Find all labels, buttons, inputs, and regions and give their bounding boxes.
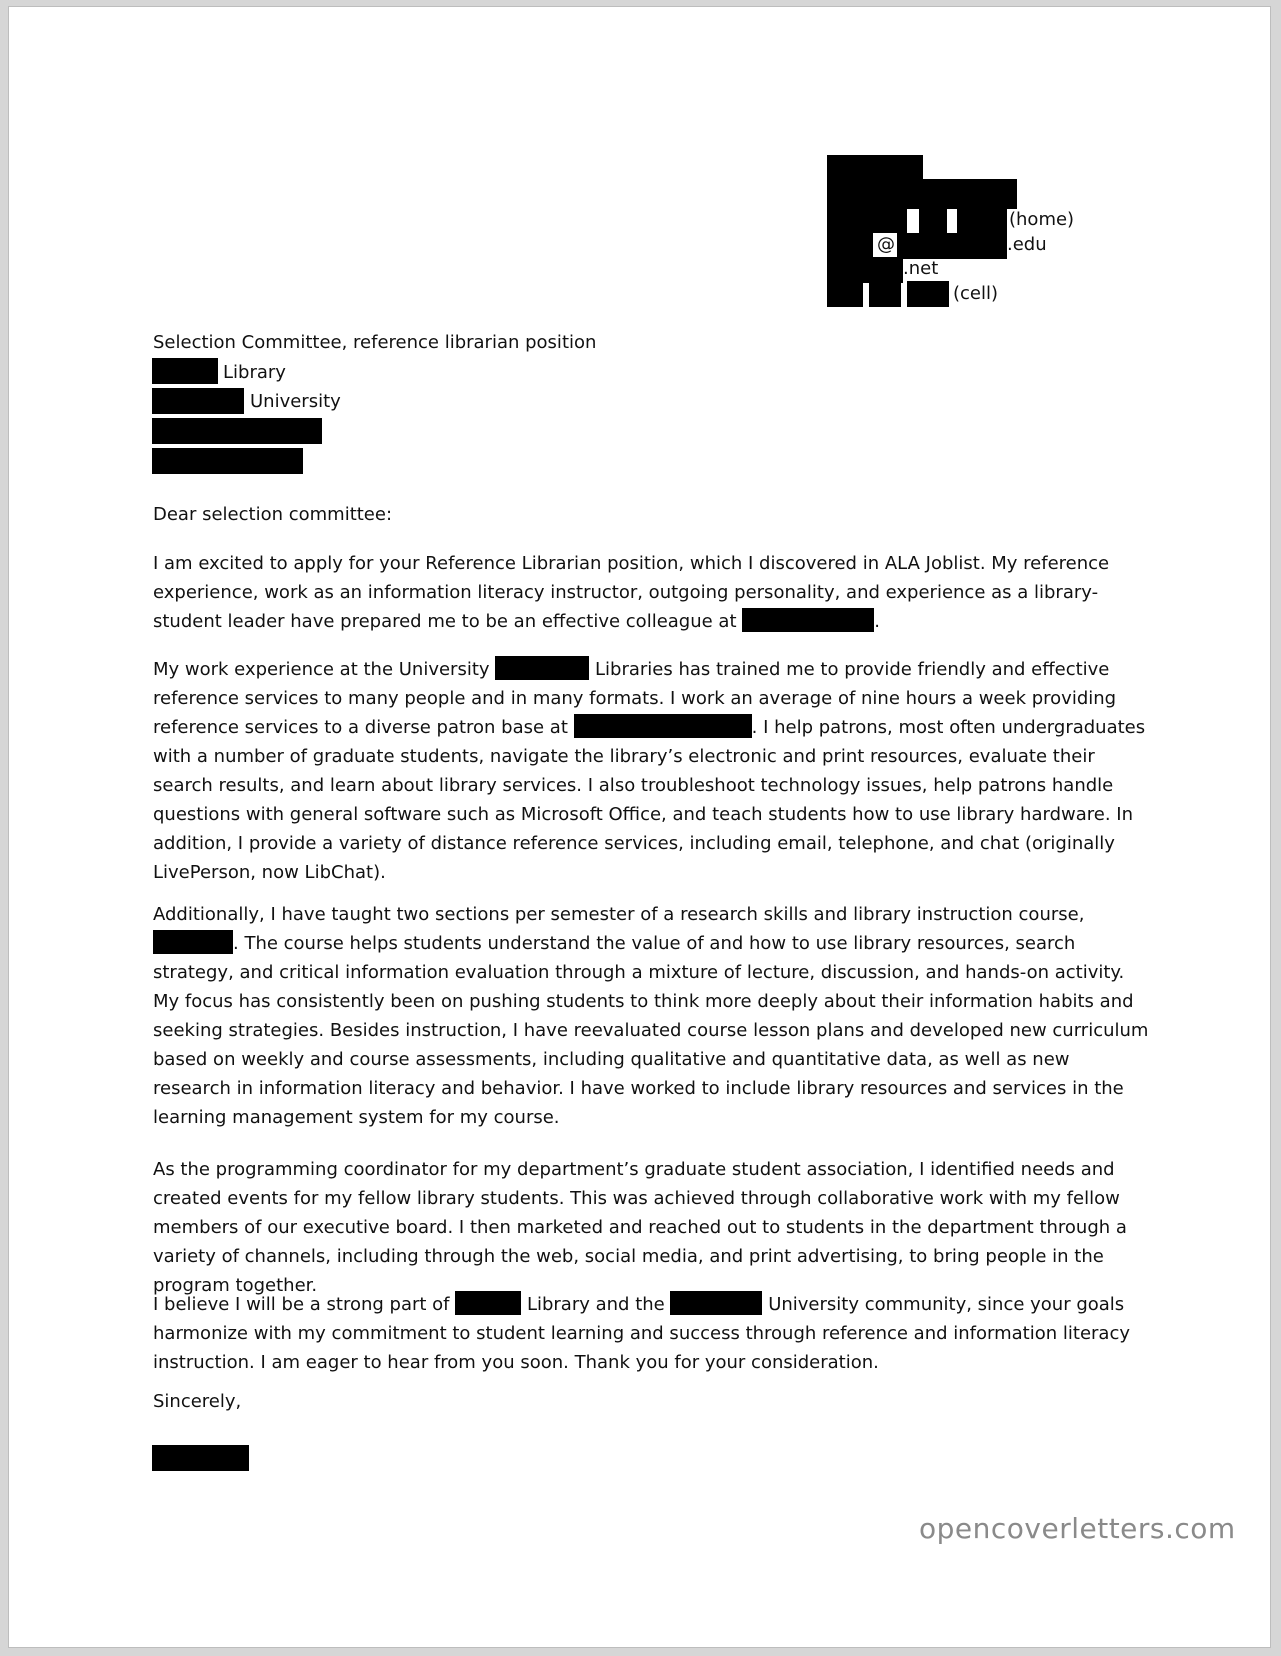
redaction-library-name-2 [455, 1291, 521, 1315]
home-label: (home) [1009, 209, 1075, 230]
paragraph-5-text-b: Library and the [521, 1294, 671, 1315]
redaction-library-name [152, 358, 218, 384]
paragraph-2-text-b: Libraries has trained me to provide friendly and effective reference services to many people and in many formats. I work an average of nine hours a week providing reference services to a diverse patron base at [153, 659, 1117, 738]
cell-label: (cell) [953, 283, 999, 304]
redaction-recipient-city [152, 448, 303, 474]
redaction-university-libraries [495, 656, 589, 680]
redaction-sender-cell-c [907, 281, 949, 307]
paragraph-4 [153, 1155, 1153, 1300]
closing: Sincerely, [153, 1391, 242, 1412]
redaction-university-name-2 [670, 1291, 762, 1315]
redaction-course-name [153, 930, 233, 954]
redaction-sender-alt-email [827, 257, 903, 283]
paragraph-2-text-c: . I help patrons, most often undergraduates with a number of graduate students, navigate the library’s electronic and print resources, evaluate their search results, and learn about library services. I also troubleshoot technology issues, help patrons handle questions with general software such as Microsoft Office, and teach students how to use library hardware. In addition, I provide a variety of distance reference services, including email, telephone, and chat (originally LivePerson, now LibChat). [153, 717, 1146, 883]
paragraph-1-text-b: . [874, 611, 880, 632]
paragraph-2-text-a: My work experience at the University [153, 659, 496, 680]
redaction-signature [152, 1445, 249, 1471]
email-edu-suffix: .edu [1007, 234, 1047, 255]
redaction-sender-street [827, 179, 1017, 209]
redaction-recipient-street [152, 418, 322, 444]
redaction-sender-cell-b [869, 281, 901, 307]
redaction-sender-home-phone-a [827, 207, 907, 233]
redaction-sender-cell-a [827, 281, 863, 307]
paragraph-5 [153, 1290, 1153, 1377]
salutation: Dear selection committee: [153, 504, 393, 525]
paragraph-3 [153, 900, 1153, 1132]
recipient-library: Library [223, 362, 286, 383]
email-at-sign: @ [877, 234, 895, 255]
redaction-sender-email-user [827, 233, 873, 259]
paragraph-5-text-c: University community, since your goals harmonize with my commitment to student learning and success through reference and information literacy instruction. I am eager to hear from you soon. Thank you for your consideration. [153, 1294, 1130, 1373]
redaction-university-name [152, 388, 244, 414]
redaction-sender-name [827, 155, 923, 181]
paragraph-2 [153, 655, 1153, 887]
redaction-institution [742, 608, 874, 632]
redaction-sender-home-phone-b [919, 207, 947, 233]
recipient-line: Selection Committee, reference librarian position [153, 332, 597, 353]
paragraph-3-text-a: Additionally, I have taught two sections per semester of a research skills and library instruction course, [153, 904, 1085, 925]
letter-page [8, 6, 1271, 1648]
watermark: opencoverletters.com [919, 1512, 1236, 1545]
redaction-sender-home-phone-c [957, 207, 1007, 233]
paragraph-4-text: As the programming coordinator for my department’s graduate student association, I identified needs and created events for my fellow library students. This was achieved through collaborative work with my fellow members of our executive board. I then marketed and reached out to students in the department through a variety of channels, including through the web, social media, and print advertising, to bring people in the program together. [153, 1159, 1127, 1296]
paragraph-5-text-a: I believe I will be a strong part of [153, 1294, 456, 1315]
paragraph-1 [153, 549, 1153, 636]
paragraph-1-text-a: I am excited to apply for your Reference Librarian position, which I discovered in ALA Joblist. My reference experience, work as an information literacy instructor, outgoing personality, and experience as a library-student leader have prepared me to be an effective colleague at [153, 553, 1110, 632]
redaction-patron-base [574, 714, 752, 738]
email-net-suffix: .net [903, 258, 939, 279]
recipient-university: University [250, 391, 341, 412]
paragraph-3-text-b: . The course helps students understand the value of and how to use library resources, search strategy, and critical information evaluation through a mixture of lecture, discussion, and hands-on activity. My focus has consistently been on pushing students to think more deeply about their information habits and seeking strategies. Besides instruction, I have reevaluated course lesson plans and developed new curriculum based on weekly and course assessments, including qualitative and quantitative data, as well as new research in information literacy and behavior. I have worked to include library resources and services in the learning management system for my course. [153, 933, 1149, 1128]
